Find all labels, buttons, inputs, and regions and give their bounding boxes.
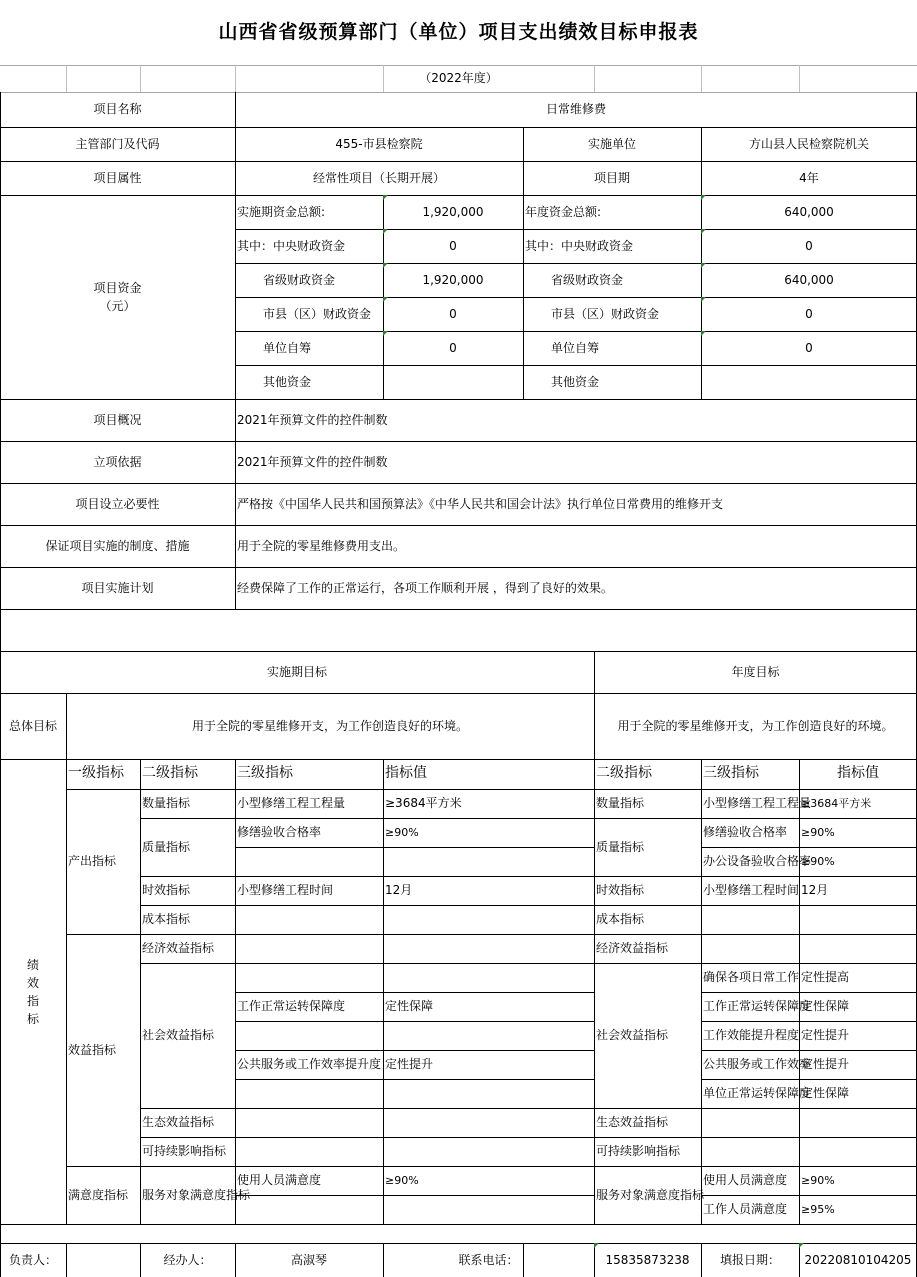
funds-impl-value-text: 0 [449,238,457,253]
right-time-value-text: 12月 [801,883,829,897]
right-satisfaction2-name-text: 工作人员满意度 [703,1202,788,1216]
economic-indicator-text: 经济效益指标 [142,941,215,955]
funds-annual-label [523,365,701,399]
attr-label [0,161,235,195]
impl-goal-header [0,651,594,693]
period-label-text: 项目期 [593,170,630,185]
right-quality1-value [799,818,917,847]
header-value-annual-text: 指标值 [837,765,879,782]
necessity-value-text: 严格按《中国华人民共和国预算法》《中华人民共和国会计法》执行单位日常费用的维修开支 [237,496,724,511]
output-indicator [66,789,140,934]
funds-annual-value [701,331,917,365]
annual-sustainable-indicator [594,1137,701,1166]
right-quality2-name [701,847,812,876]
annual-economic-indicator-text: 经济效益指标 [596,941,669,955]
annual-economic-indicator [594,934,701,963]
right-quality1-value-text: ≥90% [801,825,835,839]
annual-quality-indicator [594,818,701,876]
dept-label [0,127,235,161]
cell-corner-marker [701,297,706,302]
funds-impl-value [383,331,523,365]
performance-indicators-label-line: 效 [26,975,39,990]
attr-value-text: 经常性项目（长期开展） [312,170,445,185]
right-quality2-name-text: 办公设备验收合格率 [703,854,812,868]
timeliness-indicator [140,876,235,905]
right-social5-value [799,1079,917,1108]
left-social2-name-text: 公共服务或工作效率提升度 [237,1057,382,1071]
funds-annual-label [523,297,701,331]
annual-goal-header [594,651,917,693]
funds-annual-label-text: 年度资金总额: [525,204,602,219]
annual-goal-header-text: 年度目标 [731,664,780,679]
left-social2-value [383,1050,594,1079]
header-level3 [235,759,383,789]
measures-value [235,525,917,567]
basis-value [235,441,917,483]
measures-label-text: 保证项目实施的制度、措施 [45,538,190,553]
right-social2-name-text: 工作正常运转保障度 [703,999,812,1013]
cell-corner-marker [701,263,706,268]
annual-sustainable-indicator-text: 可持续影响指标 [596,1144,681,1158]
left-quality-value-text: ≥90% [385,825,419,839]
annual-timeliness-indicator [594,876,701,905]
cell-corner-marker [383,195,388,200]
funds-impl-label [235,331,383,365]
funds-impl-value-text: 1,920,000 [422,204,484,219]
overview-value-text: 2021年预算文件的控件制数 [237,412,388,427]
period-value-text: 4年 [799,170,819,185]
header-level3-annual-text: 三级指标 [703,765,759,782]
service-satisfaction-indicator [140,1166,251,1224]
right-time-name [701,876,799,905]
funds-annual-value [701,195,917,229]
form-year [0,65,917,92]
right-social1-value [799,963,917,992]
funds-impl-label-text: 省级财政资金 [263,272,336,287]
cell-corner-marker [701,195,706,200]
form-title [0,0,917,65]
quantity-indicator [140,789,235,818]
right-satisfaction1-name [701,1166,799,1195]
left-social1-name-text: 工作正常运转保障度 [237,999,346,1013]
annual-overall-goal [594,693,917,759]
cell-corner-marker [383,229,388,234]
header-value-annual [799,759,917,789]
dept-value-text: 455-市县检察院 [335,136,423,151]
measures-value-text: 用于全院的零星维修费用支出。 [237,538,406,553]
measures-label [0,525,235,567]
date-value-text: 20220810104205 [804,1252,912,1267]
basis-label-text: 立项依据 [93,454,142,469]
funds-impl-label [235,297,383,331]
header-level1 [66,759,140,789]
social-indicator-text: 社会效益指标 [142,1028,215,1042]
funds-annual-label-text: 其中：中央财政资金 [525,238,634,253]
quality-indicator-text: 质量指标 [142,839,191,854]
satisfaction-indicator-text: 满意度指标 [68,1187,129,1202]
form-year-text: （2022年度） [419,71,498,85]
funds-annual-label-text: 其他资金 [551,374,600,389]
performance-indicators-label-line: 绩 [26,957,39,972]
plan-label [0,567,235,609]
right-quality1-name [701,818,799,847]
right-satisfaction1-name-text: 使用人员满意度 [703,1173,788,1187]
funds-impl-label [235,229,383,263]
right-social4-name [701,1050,812,1079]
funds-impl-value [383,297,523,331]
funds-annual-label [523,229,701,263]
right-quantity-value [799,789,917,818]
funds-annual-label [523,195,701,229]
header-value-text: 指标值 [385,765,427,782]
left-time-value [383,876,594,905]
left-social2-name [235,1050,383,1079]
right-quality1-name-text: 修缮验收合格率 [703,825,788,839]
funds-annual-value-text: 640,000 [784,204,834,219]
funds-annual-label [523,263,701,297]
economic-indicator [140,934,235,963]
left-quality-value [383,818,594,847]
overall-goal-label [0,693,66,759]
cost-indicator-text: 成本指标 [142,912,191,926]
right-quantity-name-text: 小型修缮工程工程量 [703,796,812,810]
funds-impl-label-text: 其中：中央财政资金 [237,238,346,253]
cell-corner-marker [383,263,388,268]
output-indicator-text: 产出指标 [68,854,117,868]
right-social1-name [701,963,799,992]
performance-indicators-label-line: 标 [26,1011,39,1026]
period-label [523,161,701,195]
effect-indicator [66,934,140,1166]
funds-impl-label-text: 单位自筹 [263,340,312,355]
left-quality-name-text: 修缮验收合格率 [237,825,322,839]
overview-label-text: 项目概况 [93,412,142,427]
funds-annual-value-text: 0 [805,238,813,253]
funds-annual-value [701,229,917,263]
funds-impl-label-text: 市县（区）财政资金 [263,306,372,321]
right-social2-value [799,992,917,1021]
left-social1-value [383,992,594,1021]
performance-indicators-label-line: 指 [26,993,39,1008]
header-level2-annual-text: 二级指标 [596,765,652,782]
project-name-value-text: 日常维修费 [545,102,606,116]
left-time-name-text: 小型修缮工程时间 [237,883,334,897]
right-social3-name [701,1021,799,1050]
right-social2-name [701,992,812,1021]
handler-label [140,1243,235,1277]
quantity-indicator-text: 数量指标 [142,796,191,810]
date-value [799,1243,917,1277]
ecological-indicator [140,1108,235,1137]
cell-corner-marker [799,1243,804,1248]
header-level3-text: 三级指标 [237,765,293,782]
unit-value-text: 方山县人民检察院机关 [748,136,869,151]
cell-corner-marker [701,331,706,336]
phone-label-text: 联系电话： [458,1252,519,1267]
annual-ecological-indicator-text: 生态效益指标 [596,1115,669,1129]
attr-label-text: 项目属性 [93,170,142,185]
project-funds-label-line: （元） [99,299,136,313]
annual-quality-indicator-text: 质量指标 [596,839,645,854]
annual-cost-indicator [594,905,701,934]
left-satisfaction-value-text: ≥90% [385,1173,419,1187]
left-satisfaction-value [383,1166,594,1195]
leader-label [0,1243,66,1277]
left-satisfaction-name-text: 使用人员满意度 [237,1173,322,1187]
left-social1-value-text: 定性保障 [385,999,434,1013]
left-quantity-value [383,789,594,818]
cell-corner-marker [594,1243,599,1248]
necessity-value [235,483,917,525]
funds-impl-value-text: 1,920,000 [422,272,484,287]
overall-goal-label-text: 总体目标 [8,718,57,733]
annual-timeliness-indicator-text: 时效指标 [596,883,645,897]
header-level1-text: 一级指标 [68,765,124,782]
handler-value-text: 高淑琴 [290,1252,327,1267]
funds-annual-value-text: 0 [805,306,813,321]
project-name-label [0,92,235,127]
left-quantity-name [235,789,383,818]
annual-social-indicator [594,963,701,1108]
funds-impl-value [383,229,523,263]
left-social1-name [235,992,383,1021]
annual-quantity-indicator [594,789,701,818]
phone-label [383,1243,594,1277]
basis-label [0,441,235,483]
sustainable-indicator-text: 可持续影响指标 [142,1144,227,1158]
right-social4-value-text: 定性提升 [801,1057,850,1071]
funds-annual-label-text: 市县（区）财政资金 [551,306,660,321]
basis-value-text: 2021年预算文件的控件制数 [237,454,388,469]
sustainable-indicator [140,1137,235,1166]
right-social1-name-text: 确保各项日常工作 [703,970,800,984]
leader-value [66,1243,140,1277]
funds-impl-value [383,365,523,399]
right-social3-name-text: 工作效能提升程度 [703,1028,800,1042]
cell-corner-marker [383,297,388,302]
overview-label [0,399,235,441]
plan-value [235,567,917,609]
right-social3-value [799,1021,917,1050]
overview-value [235,399,917,441]
left-quality-name [235,818,383,847]
header-level2-text: 二级指标 [142,765,198,782]
funds-impl-label [235,195,383,229]
funds-impl-value-text: 0 [449,306,457,321]
left-quantity-value-text: ≥3684平方米 [385,796,462,810]
right-social3-value-text: 定性提升 [801,1028,850,1042]
funds-annual-value [701,263,917,297]
annual-quantity-indicator-text: 数量指标 [596,796,645,810]
annual-cost-indicator-text: 成本指标 [596,912,645,926]
right-satisfaction2-name [701,1195,799,1224]
funds-annual-value [701,365,917,399]
right-social2-value-text: 定性保障 [801,999,850,1013]
quality-indicator [140,818,235,876]
right-satisfaction2-value-text: ≥95% [801,1202,835,1216]
funds-impl-value [383,195,523,229]
right-social4-name-text: 公共服务或工作效率 [703,1057,812,1071]
right-social1-value-text: 定性提高 [801,970,850,984]
right-satisfaction1-value [799,1166,917,1195]
right-quantity-value-text: ≥3684平方米 [801,796,872,810]
date-label-text: 填报日期： [719,1252,780,1267]
necessity-label-text: 项目设立必要性 [75,496,160,511]
right-quality2-value [799,847,917,876]
service-satisfaction-indicator-text: 服务对象满意度指标 [142,1187,251,1202]
right-social5-name [701,1079,812,1108]
funds-impl-label-text: 其他资金 [263,374,312,389]
project-funds-label [0,195,235,399]
period-value [701,161,917,195]
left-social2-value-text: 定性提升 [385,1057,434,1071]
project-name-value [235,92,917,127]
impl-goal-header-text: 实施期目标 [266,664,327,679]
right-social5-value-text: 定性保障 [801,1086,850,1100]
dept-label-text: 主管部门及代码 [75,136,160,151]
annual-service-satisfaction-indicator [594,1166,705,1224]
right-social5-name-text: 单位正常运转保障度 [703,1086,812,1100]
ecological-indicator-text: 生态效益指标 [142,1115,215,1129]
unit-label [523,127,701,161]
unit-value [701,127,917,161]
annual-service-satisfaction-indicator-text: 服务对象满意度指标 [596,1187,705,1202]
social-indicator [140,963,235,1108]
funds-impl-value [383,263,523,297]
date-label [701,1243,799,1277]
funds-annual-label-text: 单位自筹 [551,340,600,355]
dept-value [235,127,523,161]
left-satisfaction-name [235,1166,383,1195]
funds-impl-label [235,263,383,297]
left-time-name [235,876,383,905]
plan-value-text: 经费保障了工作的正常运行，各项工作顺利开展 ，得到了良好的效果。 [237,580,613,595]
effect-indicator-text: 效益指标 [68,1042,117,1057]
attr-value [235,161,523,195]
left-quantity-name-text: 小型修缮工程工程量 [237,796,346,810]
funds-impl-label-text: 实施期资金总额: [237,204,326,219]
header-level2-annual [594,759,701,789]
funds-annual-label-text: 省级财政资金 [551,272,624,287]
cell-corner-marker [701,229,706,234]
right-quality2-value-text: ≥90% [801,854,835,868]
header-value [383,759,594,789]
funds-annual-value-text: 0 [805,340,813,355]
annual-overall-goal-text: 用于全院的零星维修开支，为工作创造良好的环境。 [617,718,894,733]
phone-value [594,1243,701,1277]
funds-annual-value-text: 640,000 [784,272,834,287]
annual-ecological-indicator [594,1108,701,1137]
header-level2 [140,759,235,789]
header-level3-annual [701,759,799,789]
funds-annual-value [701,297,917,331]
satisfaction-indicator [66,1166,140,1224]
cost-indicator [140,905,235,934]
right-time-value [799,876,917,905]
right-quantity-name [701,789,812,818]
right-time-name-text: 小型修缮工程时间 [703,883,800,897]
necessity-label [0,483,235,525]
funds-impl-value-text: 0 [449,340,457,355]
phone-value-text: 15835873238 [605,1252,690,1267]
handler-value [235,1243,383,1277]
right-satisfaction2-value [799,1195,917,1224]
leader-label-text: 负责人： [8,1252,57,1267]
handler-label-text: 经办人： [163,1252,212,1267]
impl-overall-goal-text: 用于全院的零星维修开支，为工作创造良好的环境。 [191,718,468,733]
performance-indicators-label [0,759,66,1224]
impl-overall-goal [66,693,594,759]
right-social4-value [799,1050,917,1079]
unit-label-text: 实施单位 [587,136,636,151]
project-funds-label-line: 项目资金 [93,281,142,295]
form-title-text: 山西省省级预算部门（单位）项目支出绩效目标申报表 [218,20,699,43]
funds-annual-label [523,331,701,365]
plan-label-text: 项目实施计划 [81,580,154,595]
right-satisfaction1-value-text: ≥90% [801,1173,835,1187]
annual-social-indicator-text: 社会效益指标 [596,1028,669,1042]
project-name-label-text: 项目名称 [93,102,142,116]
timeliness-indicator-text: 时效指标 [142,883,191,897]
left-time-value-text: 12月 [385,883,413,897]
funds-impl-label [235,365,383,399]
cell-corner-marker [383,331,388,336]
